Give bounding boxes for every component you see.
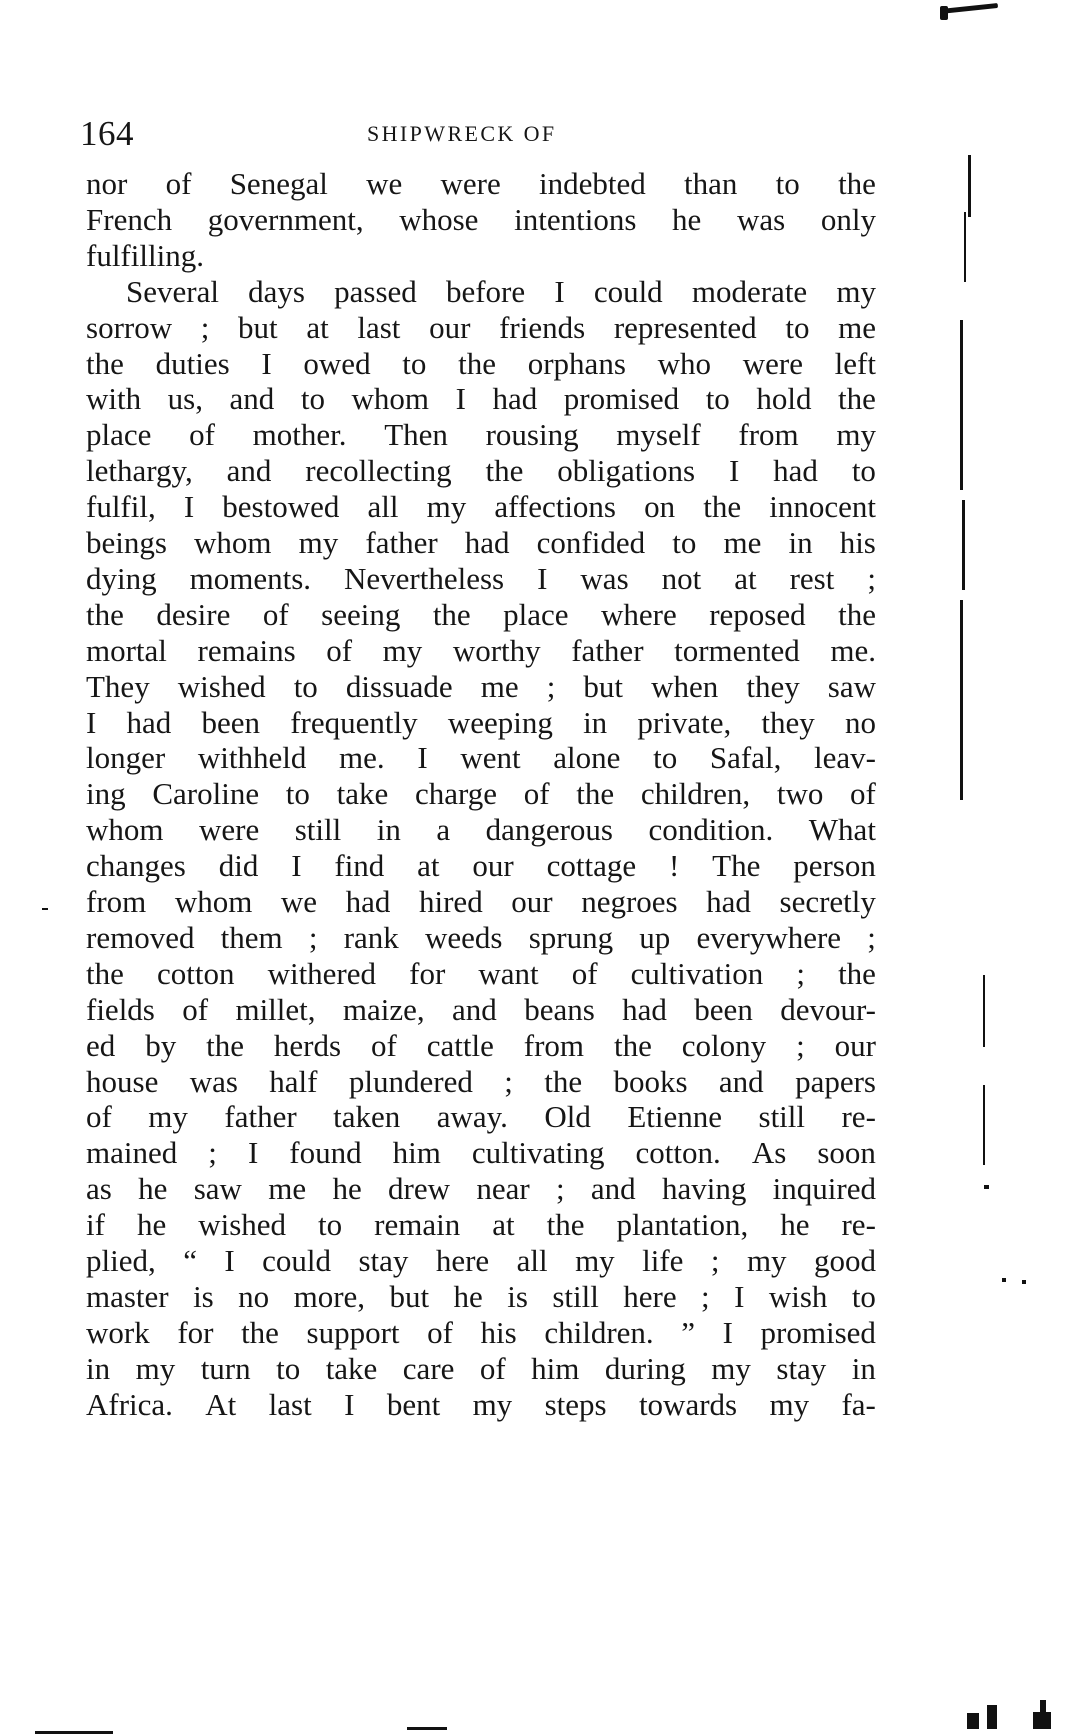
text-line: from whom we had hired our negroes had secretly <box>86 884 876 919</box>
text-line: place of mother. Then rousing myself from my <box>86 417 876 453</box>
text-line: I had been frequently weeping in private, they no <box>86 704 876 740</box>
text-line: fulfil, I bestowed all my affections on the innocent <box>86 489 876 525</box>
page-number: 164 <box>80 114 134 153</box>
text-line: of my father taken away. Old Etienne still re- <box>86 1099 876 1135</box>
text-line: whom were still in a dangerous condition. What <box>86 812 876 848</box>
scan-speck <box>984 1185 989 1189</box>
text-line: longer withheld me. I went alone to Safal, leav- <box>86 740 876 776</box>
scan-speck <box>1002 1278 1006 1282</box>
text-line: ing Caroline to take charge of the children, two of <box>86 776 876 812</box>
scan-mark-top-right <box>940 3 998 14</box>
text-line: house was half plundered ; the books and papers <box>86 1063 876 1099</box>
binding-edge-mark <box>968 155 971 217</box>
text-line: changes did I find at our cottage ! The person <box>86 848 876 884</box>
text-line: if he wished to remain at the plantation, he re- <box>86 1207 876 1243</box>
text-line: plied, “ I could stay here all my life ; my good <box>86 1243 876 1278</box>
binding-edge-mark <box>960 600 963 800</box>
text-line: master is no more, but he is still here ; I wish to <box>86 1278 876 1314</box>
scan-mark-corner <box>987 1705 997 1729</box>
text-line: with us, and to whom I had promised to hold the <box>86 381 876 417</box>
text-line: dying moments. Nevertheless I was not at rest ; <box>86 560 876 596</box>
text-line: French government, whose intentions he was only <box>86 201 876 237</box>
text-line: work for the support of his children. ” I promised <box>86 1314 876 1350</box>
text-line: Several days passed before I could moderate my <box>126 273 876 309</box>
text-line: mained ; I found him cultivating cotton. As soon <box>86 1135 876 1171</box>
text-line: removed them ; rank weeds sprung up everywhere ; <box>86 919 876 955</box>
text-line: sorrow ; but at last our friends represented to me <box>86 309 876 345</box>
text-line: Africa. At last I bent my steps towards my fa- <box>86 1386 876 1422</box>
text-line: fulfilling. <box>86 237 204 273</box>
text-line: mortal remains of my worthy father tormented me. <box>86 632 876 668</box>
scan-speck <box>42 908 48 910</box>
scan-mark-bottom <box>407 1727 447 1730</box>
text-line: ed by the herds of cattle from the colony ; our <box>86 1027 876 1063</box>
text-line: fields of millet, maize, and beans had been devour- <box>86 991 876 1027</box>
text-line: as he saw me he drew near ; and having inquired <box>86 1171 876 1207</box>
binding-edge-mark <box>983 975 985 1047</box>
text-line: They wished to dissuade me ; but when they saw <box>86 668 876 704</box>
scan-mark-corner <box>1033 1712 1051 1729</box>
scan-mark-top-right-hook <box>940 6 948 20</box>
binding-edge-mark <box>983 1085 985 1165</box>
text-line: beings whom my father had confided to me in his <box>86 525 876 560</box>
scan-mark-corner <box>967 1713 979 1729</box>
scan-mark-corner <box>1040 1700 1046 1714</box>
text-line: nor of Senegal we were indebted than to the <box>86 166 876 201</box>
text-line: the desire of seeing the place where reposed the <box>86 596 876 632</box>
text-line: the cotton withered for want of cultivation ; the <box>86 955 876 991</box>
text-line: in my turn to take care of him during my stay in <box>86 1350 876 1386</box>
binding-edge-mark <box>964 212 966 282</box>
running-head: SHIPWRECK OF <box>367 121 557 146</box>
text-line: lethargy, and recollecting the obligations I had to <box>86 453 876 489</box>
binding-edge-mark <box>962 500 965 590</box>
text-line: the duties I owed to the orphans who were left <box>86 345 876 381</box>
scan-mark-bottom <box>35 1731 113 1734</box>
page-header <box>80 113 870 155</box>
binding-edge-mark <box>960 320 963 490</box>
scan-speck <box>1022 1280 1026 1284</box>
